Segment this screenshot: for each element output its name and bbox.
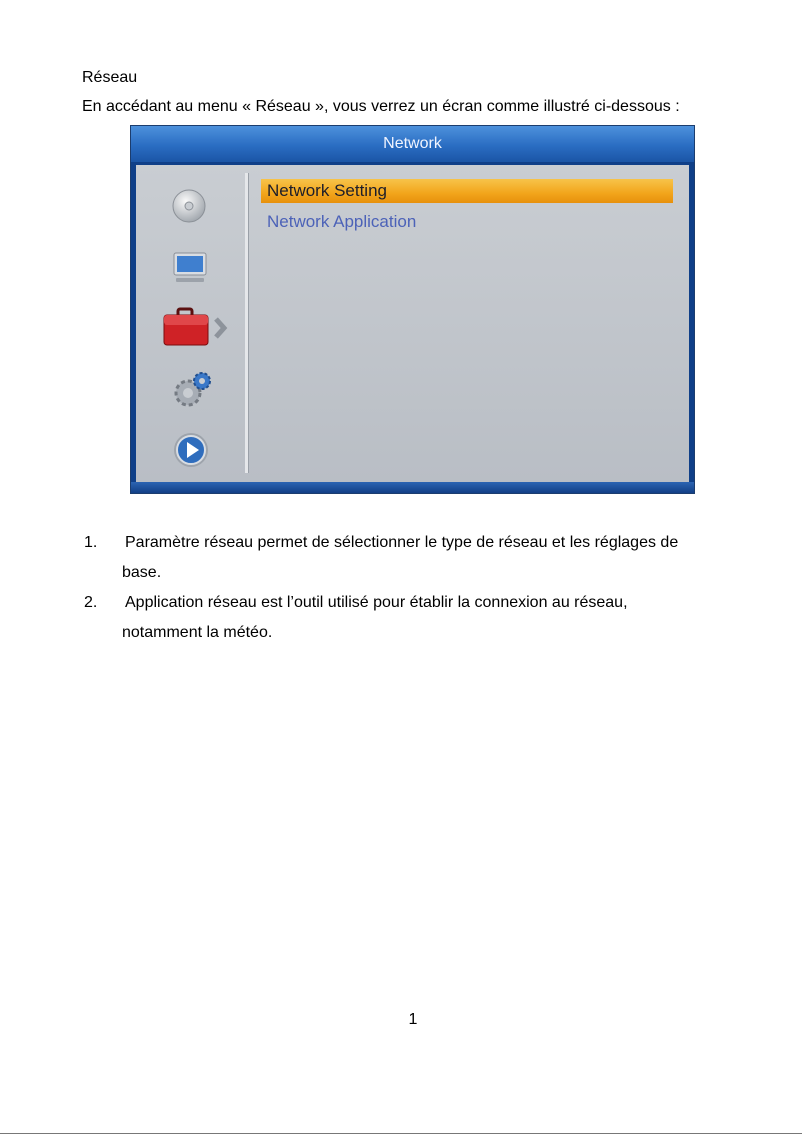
list-text-line: Application réseau est l’outil utilisé pour établir la connexion au réseau,	[125, 594, 628, 611]
list-number: 1.	[84, 534, 98, 551]
intro-paragraph: En accédant au menu « Réseau », vous verrez un écran comme illustré ci-dessous :	[82, 98, 680, 115]
panel-divider	[245, 173, 248, 473]
page-bottom-rule	[0, 1133, 802, 1134]
screen-header	[131, 126, 694, 162]
section-heading: Réseau	[82, 69, 138, 86]
monitor-icon	[172, 251, 208, 290]
toolbox-icon	[162, 307, 232, 354]
gear-icon	[172, 371, 212, 414]
list-text-line: base.	[122, 564, 162, 581]
screen-panel	[136, 165, 689, 482]
page-number: 1	[408, 1011, 418, 1028]
screen-footer	[131, 482, 694, 493]
disc-icon	[172, 189, 206, 228]
list-number: 2.	[84, 594, 98, 611]
list-text-line: notamment la météo.	[122, 624, 273, 641]
menu-item-network-setting[interactable]: Network Setting	[261, 179, 673, 203]
menu-item-network-application[interactable]: Network Application	[267, 212, 417, 231]
network-menu-screenshot	[131, 126, 694, 493]
play-icon	[172, 431, 210, 474]
screen-title: Network	[383, 135, 442, 152]
list-text-line: Paramètre réseau permet de sélectionner le type de réseau et les réglages de	[125, 534, 679, 551]
